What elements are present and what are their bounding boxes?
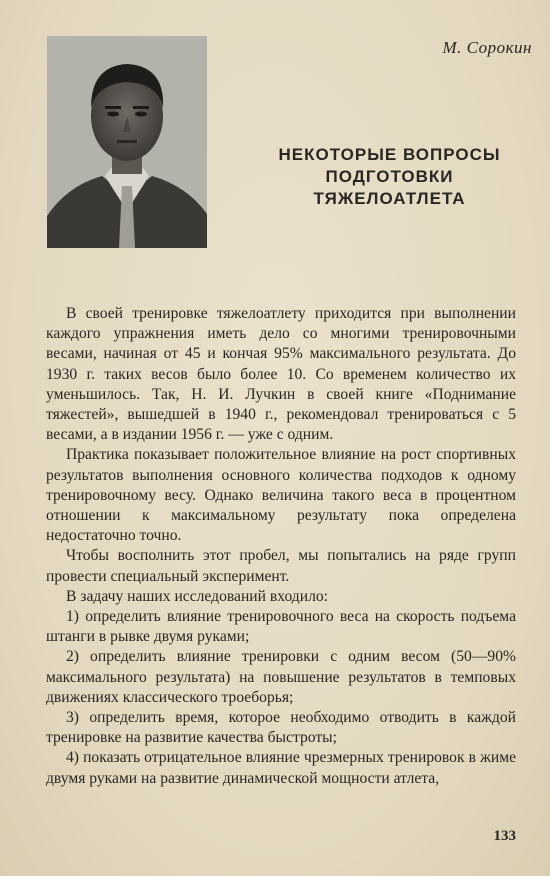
title-line: НЕКОТОРЫЕ ВОПРОСЫ [278, 145, 501, 164]
body-paragraph: В своей тренировке тяжелоатлету приходится при выполнении каждого упражнения иметь дело со многими тренировочными весами, начиная от 45 и кончая 95% максимального результата. До 1930 г. таких весов было более 10. Со временем количество их уменьшилось. Так, Н. И. Лучкин в своей книге «Поднимание тяжестей», вышедшей в 1940 г., рекомендовал тренироваться с 5 весами, а в издании 1956 г. — уже с одним. [46, 305, 516, 444]
body-paragraph: 4) показать отрицательное влияние чрезмерных тренировок в жиме двумя руками на развитие динамической мощности атлета, [46, 749, 516, 787]
page-number: 133 [493, 828, 516, 844]
title-line: ТЯЖЕЛОАТЛЕТА [313, 189, 466, 208]
author-portrait-photo [47, 36, 207, 248]
body-paragraph: Практика показывает положительное влияние на рост спортивных результатов выполнения основного количества подходов к одному тренировочному весу. Однако величина такого веса в процентном отношении к максимальному результату пока определена недостаточно точно. [46, 446, 516, 545]
body-paragraph: Чтобы восполнить этот пробел, мы попытались на ряде групп провести специальный эксперимент. [46, 547, 516, 585]
author-name: М. Сорокин [442, 38, 532, 57]
body-paragraph: В задачу наших исследований входило: [66, 587, 328, 605]
body-paragraph: 2) определить влияние тренировки с одним весом (50—90% максимального результата) на повышение результатов в темповых движениях классического троеборья; [46, 648, 516, 706]
body-paragraph: 3) определить время, которое необходимо отводить в каждой тренировке на развитие качества быстроты; [46, 709, 516, 747]
article-title [262, 144, 517, 210]
title-line: ПОДГОТОВКИ [325, 167, 454, 186]
body-paragraph: 1) определить влияние тренировочного веса на скорость подъема штанги в рывке двумя руками; [46, 608, 516, 646]
article-body [46, 304, 516, 789]
